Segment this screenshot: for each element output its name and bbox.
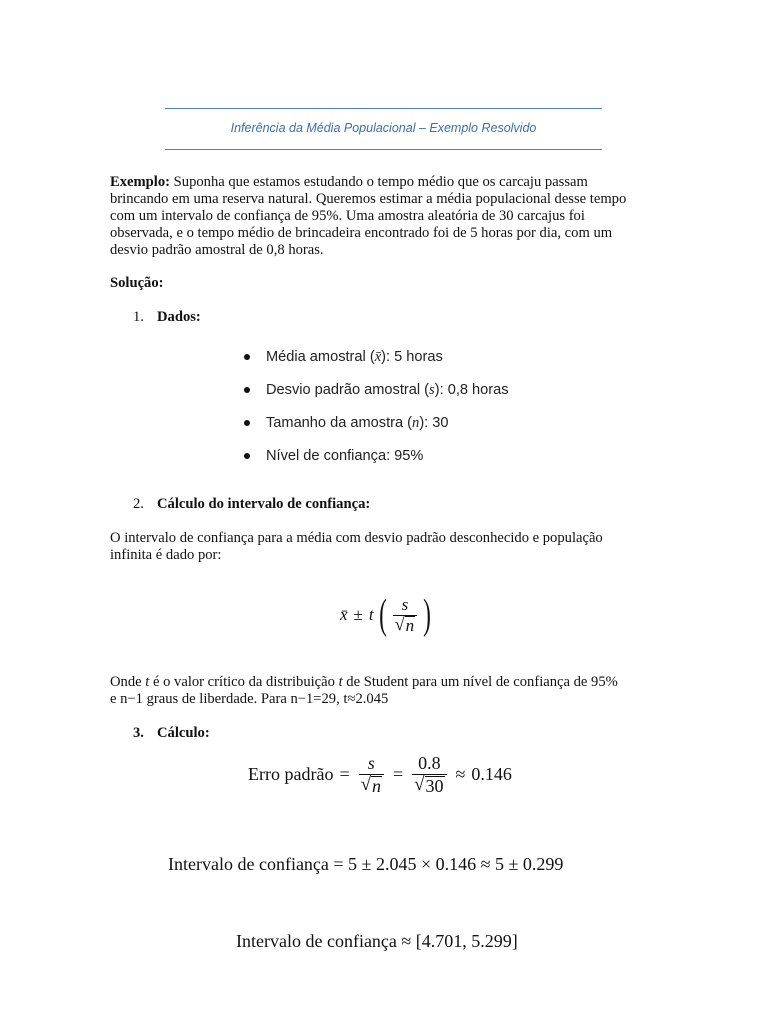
fraction: s √ n xyxy=(359,754,384,796)
section2-number: 2. xyxy=(133,496,144,512)
solution-label: Solução: xyxy=(110,275,164,291)
section3-number: 3. xyxy=(133,725,144,741)
standard-error-formula: Erro padrão = s √ n = 0.8 √ 30 ≈ 0.146 xyxy=(248,753,512,796)
section1-title: Dados: xyxy=(157,309,201,325)
example-line: brincando em uma reserva natural. Queremos estimar a média populacional desse tempo xyxy=(110,191,627,207)
example-line: desvio padrão amostral de 0,8 horas. xyxy=(110,242,324,258)
example-line: com um intervalo de confiança de 95%. Uma amostra aleatória de 30 carcajus foi xyxy=(110,208,585,224)
fraction: s √ n xyxy=(393,596,417,635)
ci-computation: Intervalo de confiança = 5 ± 2.045 × 0.146 ≈ 5 ± 0.299 xyxy=(168,854,564,874)
list-item: Nível de confiança: 95% xyxy=(244,445,423,467)
bullet-icon xyxy=(244,354,250,360)
critical-value-note: Onde t é o valor crítico da distribuição t de Student para um nível de confiança de 95% e n−1 graus de liberdade. Para n−1=29, t≈2.045 xyxy=(110,674,618,707)
example-line: observada, e o tempo médio de brincadeira encontrado foi de 5 horas por dia, com um xyxy=(110,225,613,241)
section2-title: Cálculo do intervalo de confiança: xyxy=(157,496,371,512)
example-paragraph xyxy=(110,174,670,259)
header-rule-bottom xyxy=(165,149,602,150)
ci-intro-paragraph xyxy=(110,530,670,564)
bullet-icon xyxy=(244,387,250,393)
header-title: Inferência da Média Populacional – Exemplo Resolvido xyxy=(230,121,537,135)
example-label: Exemplo: xyxy=(110,174,170,190)
list-item: Tamanho da amostra ( n ): 30 xyxy=(244,412,449,434)
bullet-icon xyxy=(244,453,250,459)
ci-intro-line: infinita é dado por: xyxy=(110,547,222,563)
example-line: Suponha que estamos estudando o tempo médio que os carcaju passam xyxy=(173,174,588,190)
header-rule-top xyxy=(165,108,602,109)
ci-result: Intervalo de confiança ≈ [4.701, 5.299] xyxy=(236,931,518,951)
list-item: Média amostral ( x̄ ): 5 horas xyxy=(244,346,443,368)
list-item: Desvio padrão amostral ( s ): 0,8 horas xyxy=(244,379,509,401)
ci-intro-line: O intervalo de confiança para a média com desvio padrão desconhecido e população xyxy=(110,530,603,546)
bullet-icon xyxy=(244,420,250,426)
fraction: 0.8 √ 30 xyxy=(412,754,446,796)
section1-number: 1. xyxy=(133,309,144,325)
section3-title: Cálculo: xyxy=(157,725,210,741)
ci-formula: x̄ ± t ( s √ n ) xyxy=(340,591,432,638)
